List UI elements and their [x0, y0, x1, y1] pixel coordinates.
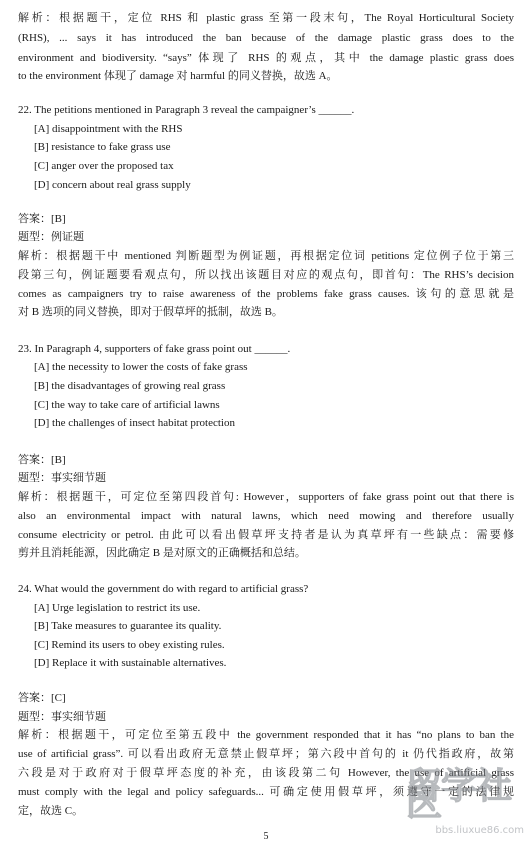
question-22-option-b: [B] resistance to fake grass use: [34, 141, 171, 153]
question-22-option-c: [C] anger over the proposed tax: [34, 160, 174, 172]
question-22-option-d: [D] concern about real grass supply: [34, 179, 191, 191]
analysis-24-line-3: 六段是对于政府对于假草坪态度的补充，由该段第二句 However, the use of artificial grass: [18, 767, 514, 779]
question-24-stem: 24. What would the government do with regard to artificial grass?: [18, 583, 309, 595]
answer-22: 答案：[B]: [18, 213, 66, 225]
analysis-22-line-2: 段第三句，例证题要看观点句，所以找出该题目对应的观点句，即首句：The RHS’s decision: [18, 269, 514, 281]
answer-23: 答案：[B]: [18, 454, 66, 466]
question-23-option-a: [A] the necessity to lower the costs of fake grass: [34, 361, 248, 373]
answer-24: 答案：[C]: [18, 692, 66, 704]
analysis-22-line-1: 解析：根据题干中 mentioned 判断题型为例证题，再根据定位词 petitions 定位例子位于第三: [18, 250, 514, 262]
question-23-option-c: [C] the way to take care of artificial lawns: [34, 399, 220, 411]
type-24: 题型：事实细节题: [18, 711, 106, 723]
analysis-21-line-2: (RHS), ... says it has introduced the ban because of the damage plastic grass does to the: [18, 32, 514, 44]
watermark-url: bbs.liuxue86.com: [435, 825, 524, 836]
question-23-stem: 23. In Paragraph 4, supporters of fake grass point out ______.: [18, 343, 291, 355]
analysis-22-line-4: 对 B 选项的同义替换，即对于假草坪的抵制，故选 B。: [18, 306, 283, 318]
analysis-24-line-5: 定，故选 C。: [18, 805, 84, 817]
analysis-24-line-1: 解析：根据题干，可定位至第五段中 the government responded that it has “no plans to ban the: [18, 729, 514, 741]
watermark-brand: 留学社区: [406, 766, 512, 824]
analysis-24-line-4: must comply with the legal and policy safeguards... 可确定使用假草坪，须遵守一定的法律规: [18, 786, 514, 798]
question-22-stem: 22. The petitions mentioned in Paragraph 3 reveal the campaigner’s ______.: [18, 104, 355, 116]
analysis-22-line-3: comes as campaigners try to raise awareness of the problems fake grass causes. 该句的意思就是: [18, 288, 514, 300]
question-24-option-c: [C] Remind its users to obey existing rules.: [34, 639, 225, 651]
type-23: 题型：事实细节题: [18, 472, 106, 484]
analysis-21-line-1: 解析：根据题干，定位 RHS 和 plastic grass 至第一段末句，The Royal Horticultural Society: [18, 12, 514, 24]
question-24-option-a: [A] Urge legislation to restrict its use.: [34, 602, 201, 614]
analysis-24-line-2: use of artificial grass”. 可以看出政府无意禁止假草坪；第六段中首句的 it 仍代指政府，故第: [18, 748, 514, 760]
question-23-option-d: [D] the challenges of insect habitat protection: [34, 417, 235, 429]
analysis-23-line-4: 剪并且消耗能源，因此确定 B 是对原文的正确概括和总结。: [18, 547, 306, 559]
question-24-option-d: [D] Replace it with sustainable alternatives.: [34, 657, 227, 669]
page-number: 5: [263, 831, 269, 842]
question-24-option-b: [B] Take measures to guarantee its quality.: [34, 620, 222, 632]
question-23-option-b: [B] the disadvantages of growing real grass: [34, 380, 226, 392]
analysis-21-line-4: to the environment 体现了 damage 对 harmful 的同义替换，故选 A。: [18, 70, 338, 82]
analysis-23-line-1: 解析：根据题干，可定位至第四段首句: However，supporters of fake grass point out that there is: [18, 491, 514, 503]
analysis-23-line-2: also an environmental impact with natural lawns, which need mowing and therefore usually: [18, 510, 514, 522]
analysis-21-line-3: environment and biodiversity. “says” 体现了 RHS 的观点，其中 the damage plastic grass does: [18, 52, 514, 64]
analysis-23-line-3: consume electricity or petrol. 由此可以看出假草坪支持者是认为真草坪有一些缺点：需要修: [18, 529, 514, 541]
question-22-option-a: [A] disappointment with the RHS: [34, 123, 183, 135]
type-22: 题型：例证题: [18, 231, 84, 243]
